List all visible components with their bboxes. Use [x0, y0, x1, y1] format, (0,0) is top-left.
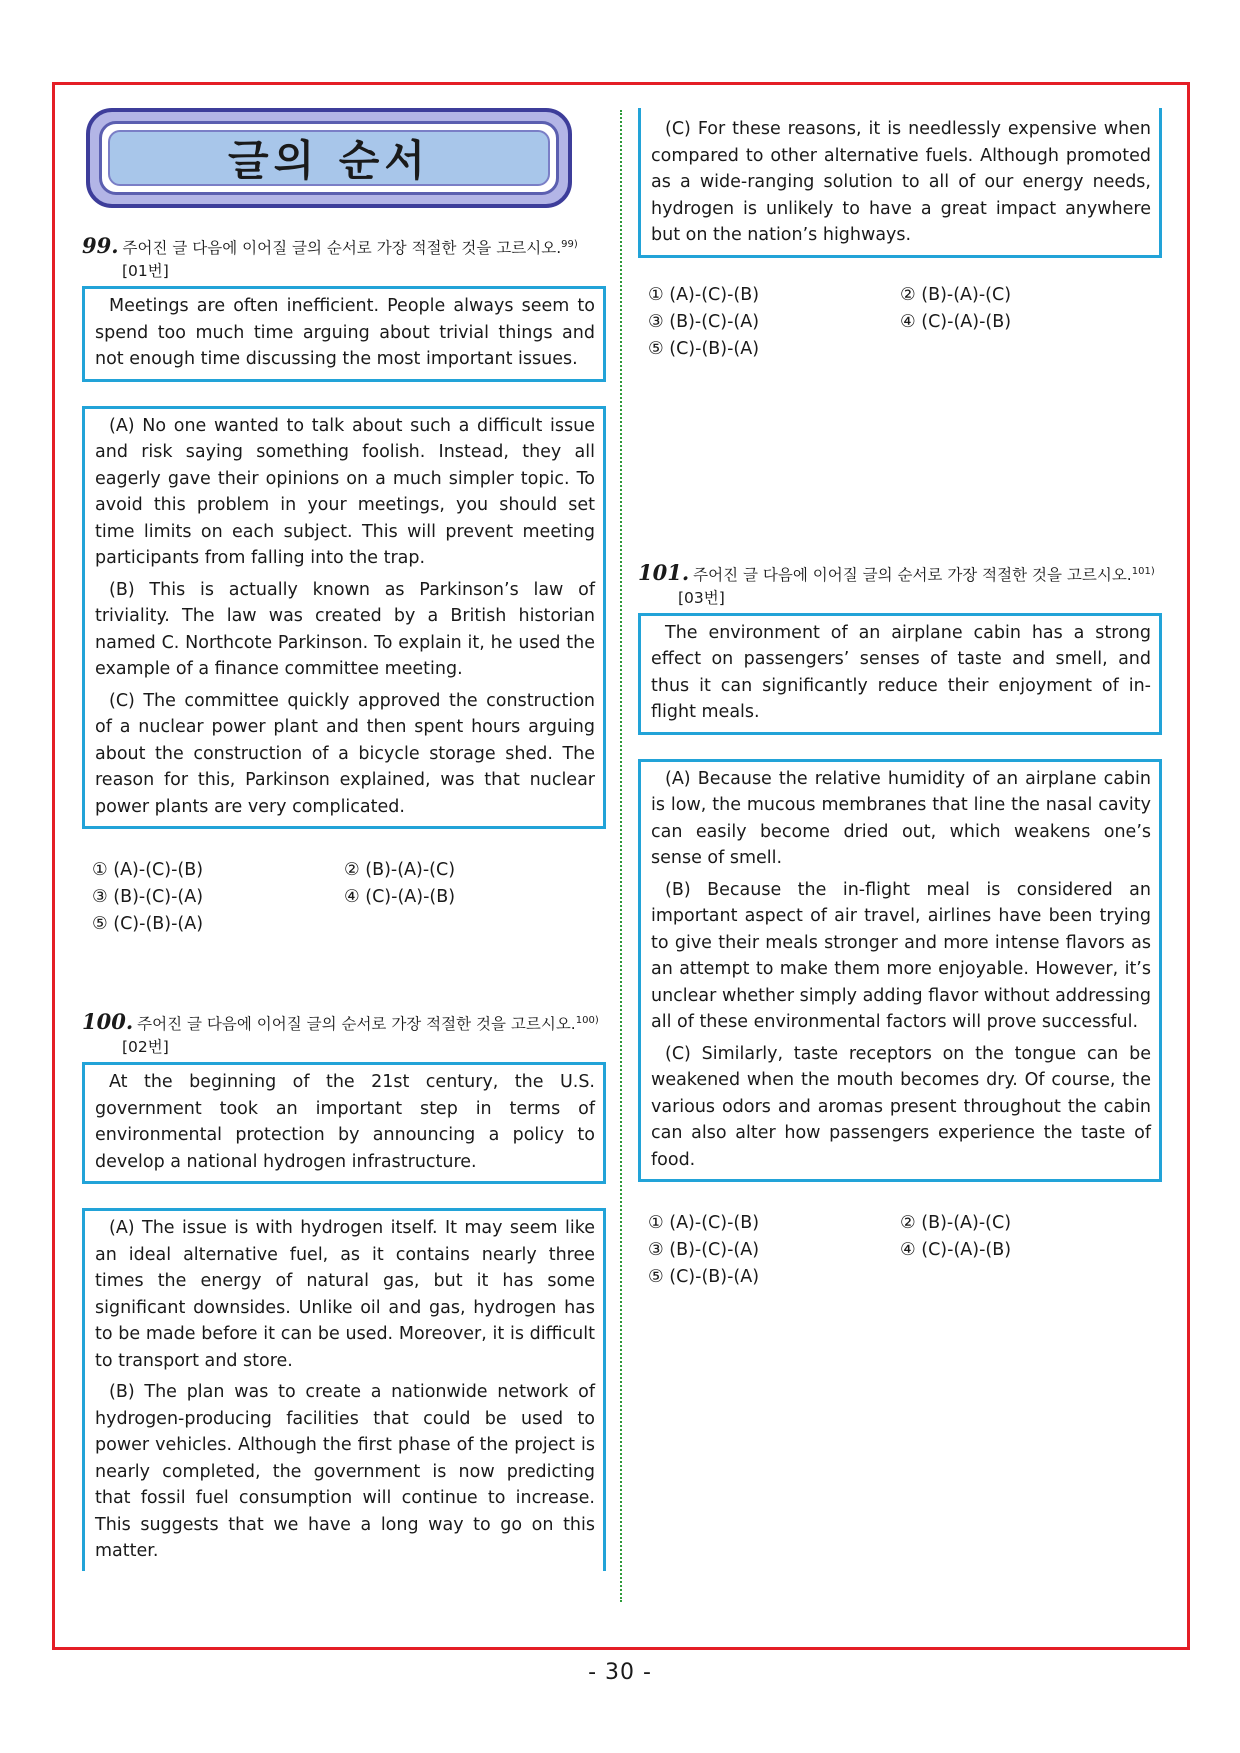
question-100	[82, 1010, 606, 1571]
choice-2[interactable]: ② (B)-(A)-(C)	[900, 284, 1012, 305]
paragraphs-box	[82, 1208, 606, 1571]
choice-1[interactable]: ① (A)-(C)-(B)	[648, 284, 760, 305]
section-title-banner	[86, 108, 572, 208]
question-source: [01번]	[122, 262, 169, 280]
question-prompt: 주어진 글 다음에 이어질 글의 순서로 가장 적절한 것을 고르시오.	[693, 565, 1132, 584]
choice-1[interactable]: ① (A)-(C)-(B)	[648, 1213, 760, 1233]
paragraph-a: (A) The issue is with hydrogen itself. It may seem like an ideal alternative fuel, as it contains nearly three times the energy of natural gas, but it has some significant downsides. Unlike oil and gas, hydrogen has to be made before it can be used. Moreover, it is difficult to transport and store.	[95, 1218, 595, 1371]
intro-passage: Meetings are often inefficient. People always seem to spend too much time arguing about trivial things and not enough time discussing the most important issues.	[95, 296, 595, 369]
intro-passage: At the beginning of the 21st century, the U.S. government took an important step in terms of environmental protection by announcing a policy to develop a national hydrogen infrastructure.	[95, 1072, 595, 1172]
column-divider	[620, 110, 622, 1602]
question-number: 99.	[82, 233, 119, 258]
section-title: 글의 순서	[228, 136, 430, 185]
choice-3[interactable]: ③ (B)-(C)-(A)	[648, 1240, 760, 1260]
paragraph-b: (B) The plan was to create a nationwide network of hydrogen-producing facilities that could be used to power vehicles. Although the first phase of the project is nearly completed, the government is now predicting that fossil fuel consumption will continue to increase. This suggests that we have a long way to go on this matter.	[95, 1382, 595, 1561]
question-header	[638, 561, 1162, 610]
paragraph-b: (B) Because the in-flight meal is considered an important aspect of air travel, airlines have been trying to give their meals stronger and more intense flavors as an attempt to make them more enjoyable. However, it’s unclear whether simply adding flavor without addressing all of these environmental factors will prove successful.	[651, 879, 1151, 1032]
choice-5[interactable]: ⑤ (C)-(B)-(A)	[92, 914, 204, 934]
paragraph-b: (B) This is actually known as Parkinson’s law of triviality. The law was created by a British historian named C. Northcote Parkinson. To explain it, he used the example of a finance committee meeting.	[95, 579, 595, 679]
question-number: 100.	[82, 1009, 134, 1034]
intro-passage-box	[82, 286, 606, 382]
left-column	[82, 108, 606, 1571]
paragraph-a: (A) No one wanted to talk about such a difficult issue and risk saying something foolish. Instead, they all eagerly gave their opinions on a much simpler topic. To avoid this problem in your meetings, you should set time limits on each subject. This will prevent meeting participants from falling into the trap.	[95, 415, 595, 568]
paragraph-c: (C) Similarly, taste receptors on the tongue can be weakened when the mouth becomes dry. Of course, the various odors and aromas present throughout the cabin can also alter how passengers experience the taste of food.	[651, 1043, 1151, 1170]
question-header	[82, 1010, 606, 1059]
intro-passage: The environment of an airplane cabin has a strong effect on passengers’ senses of taste and smell, and thus it can significantly reduce their enjoyment of in-flight meals.	[651, 622, 1151, 722]
choice-1[interactable]: ① (A)-(C)-(B)	[92, 860, 204, 880]
choice-3[interactable]: ③ (B)-(C)-(A)	[648, 311, 760, 332]
question-101	[638, 561, 1162, 1292]
footnote-ref: 99)	[561, 238, 578, 250]
answer-choices	[82, 857, 606, 938]
question-number: 101.	[638, 559, 690, 585]
page-number: - 30 -	[588, 1660, 652, 1685]
choice-2[interactable]: ② (B)-(A)-(C)	[344, 860, 456, 880]
question-prompt: 주어진 글 다음에 이어질 글의 순서로 가장 적절한 것을 고르시오.	[137, 1015, 576, 1033]
paragraph-c: (C) For these reasons, it is needlessly expensive when compared to other alternative fuels. Although promoted as a wide-ranging solution to all of our energy needs, hydrogen is unlikely to have a great impact anywhere but on the nation’s highways.	[651, 119, 1151, 245]
right-column	[638, 108, 1162, 1291]
choice-5[interactable]: ⑤ (C)-(B)-(A)	[648, 338, 760, 359]
choice-5[interactable]: ⑤ (C)-(B)-(A)	[648, 1267, 760, 1287]
paragraphs-box	[638, 759, 1162, 1183]
question-prompt: 주어진 글 다음에 이어질 글의 순서로 가장 적절한 것을 고르시오.	[122, 239, 562, 257]
answer-choices	[638, 282, 1162, 363]
footnote-ref: 100)	[575, 1014, 599, 1026]
paragraphs-box	[82, 406, 606, 830]
answer-choices	[638, 1210, 1162, 1291]
choice-4[interactable]: ④ (C)-(A)-(B)	[900, 311, 1012, 332]
choice-4[interactable]: ④ (C)-(A)-(B)	[344, 887, 456, 907]
choice-3[interactable]: ③ (B)-(C)-(A)	[92, 887, 204, 907]
choice-2[interactable]: ② (B)-(A)-(C)	[900, 1213, 1012, 1233]
choice-4[interactable]: ④ (C)-(A)-(B)	[900, 1240, 1012, 1260]
intro-passage-box	[82, 1062, 606, 1184]
paragraph-a: (A) Because the relative humidity of an airplane cabin is low, the mucous membranes that line the nasal cavity can easily become dried out, which weakens one’s sense of smell.	[651, 768, 1151, 868]
question-99	[82, 234, 606, 938]
question-source: [03번]	[678, 588, 725, 607]
paragraphs-box-continued	[638, 108, 1162, 258]
intro-passage-box	[638, 613, 1162, 735]
footnote-ref: 101)	[1131, 565, 1155, 577]
paragraph-c: (C) The committee quickly approved the construction of a nuclear power plant and then spent hours arguing about the construction of a bicycle storage shed. The reason for this, Parkinson explained, was that nuclear power plants are very complicated.	[95, 690, 595, 817]
question-header	[82, 234, 606, 283]
question-source: [02번]	[122, 1038, 169, 1056]
